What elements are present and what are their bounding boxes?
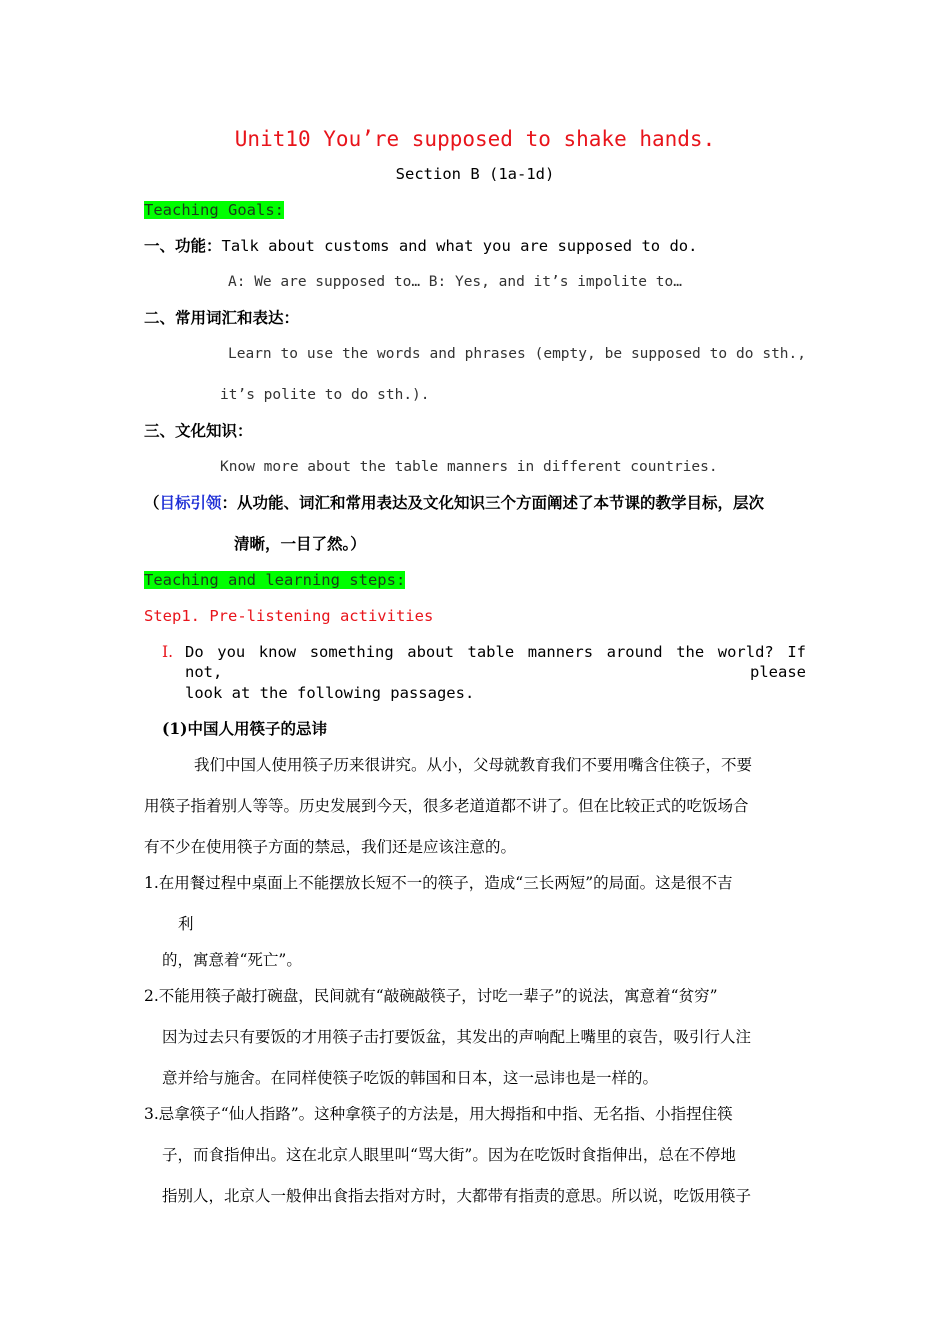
goal-1-line	[144, 236, 697, 256]
paragraph-1-line-3: 有不少在使用筷子方面的禁忌，我们还是应该注意的。	[144, 838, 517, 856]
taboo-item-1-line-2: 利	[178, 915, 194, 933]
goal-note-open: （	[144, 493, 160, 512]
goal-1-example: A: We are supposed to… B: Yes, and it’s impolite to…	[228, 274, 682, 290]
paragraph-1-line-1: 我们中国人使用筷子历来很讲究。从小，父母就教育我们不要用嘴含住筷子，不要	[194, 756, 753, 774]
goal-note-line-1	[144, 493, 764, 513]
goal-2-line-1: Learn to use the words and phrases (empty, be supposed to do sth.,	[228, 346, 806, 362]
taboo-item-1-line-3: 的，寓意着“死亡”。	[162, 951, 302, 969]
taboo-item-3-line-3: 指别人，北京人一般伸出食指去指对方时，大都带有指责的意思。所以说，吃饭用筷子	[162, 1187, 752, 1205]
taboo-item-1-line-1: 1.在用餐过程中桌面上不能摆放长短不一的筷子，造成“三长两短”的局面。这是很不吉	[144, 874, 733, 892]
document-subtitle: Section B (1a-1d)	[395, 165, 555, 183]
goal-3-label: 三、文化知识：	[144, 421, 253, 440]
taboo-item-3-line-1: 3.忌拿筷子“仙人指路”。这种拿筷子的方法是，用大拇指和中指、无名指、小指捏住筷	[144, 1105, 733, 1123]
steps-heading-highlight: Teaching and learning steps:	[144, 571, 406, 589]
question-1-number: I.	[162, 643, 174, 661]
goal-2-line-2: it’s polite to do sth.).	[220, 387, 430, 403]
goal-2-label: 二、常用词汇和表达：	[144, 308, 300, 327]
taboo-item-2-line-2: 因为过去只有要饭的才用筷子击打要饭盆，其发出的声响配上嘴里的哀告，吸引行人注	[162, 1028, 752, 1046]
teaching-goals-highlight: Teaching Goals:	[144, 201, 284, 219]
goal-1-text: Talk about customs and what you are supposed to do.	[221, 237, 698, 255]
taboo-item-2-line-3: 意并给与施舍。在同样使筷子吃饭的韩国和日本，这一忌讳也是一样的。	[162, 1069, 659, 1087]
paragraph-1-line-2: 用筷子指着别人等等。历史发展到今天，很多老道道都不讲了。但在比较正式的吃饭场合	[144, 797, 749, 815]
subsection-1-heading: (1)中国人用筷子的忌讳	[162, 719, 327, 738]
question-1-line-2: look at the following passages.	[185, 684, 475, 702]
steps-heading	[144, 570, 405, 590]
question-1-line-1: Do you know something about table manners around the world? If not, please	[185, 643, 806, 681]
goal-3-text: Know more about the table manners in different countries.	[220, 459, 718, 475]
teaching-goals-heading	[144, 200, 284, 220]
step-1-heading: Step1. Pre-listening activities	[144, 607, 434, 625]
document-title: Unit10 You’re supposed to shake hands.	[234, 127, 716, 151]
goal-note-label: 目标引领	[159, 493, 222, 512]
taboo-item-2-line-1: 2.不能用筷子敲打碗盘，民间就有“敲碗敲筷子，讨吃一辈子”的说法，寓意着“贫穷”	[144, 987, 718, 1005]
goal-1-label: 一、功能：	[144, 236, 222, 255]
goal-note-line-2: 清晰，一目了然。）	[234, 534, 366, 553]
goal-note-text-1: ：从功能、词汇和常用表达及文化知识三个方面阐述了本节课的教学目标，层次	[221, 493, 765, 512]
taboo-item-3-line-2: 子，而食指伸出。这在北京人眼里叫“骂大街”。因为在吃饭时食指伸出，总在不停地	[162, 1146, 736, 1164]
